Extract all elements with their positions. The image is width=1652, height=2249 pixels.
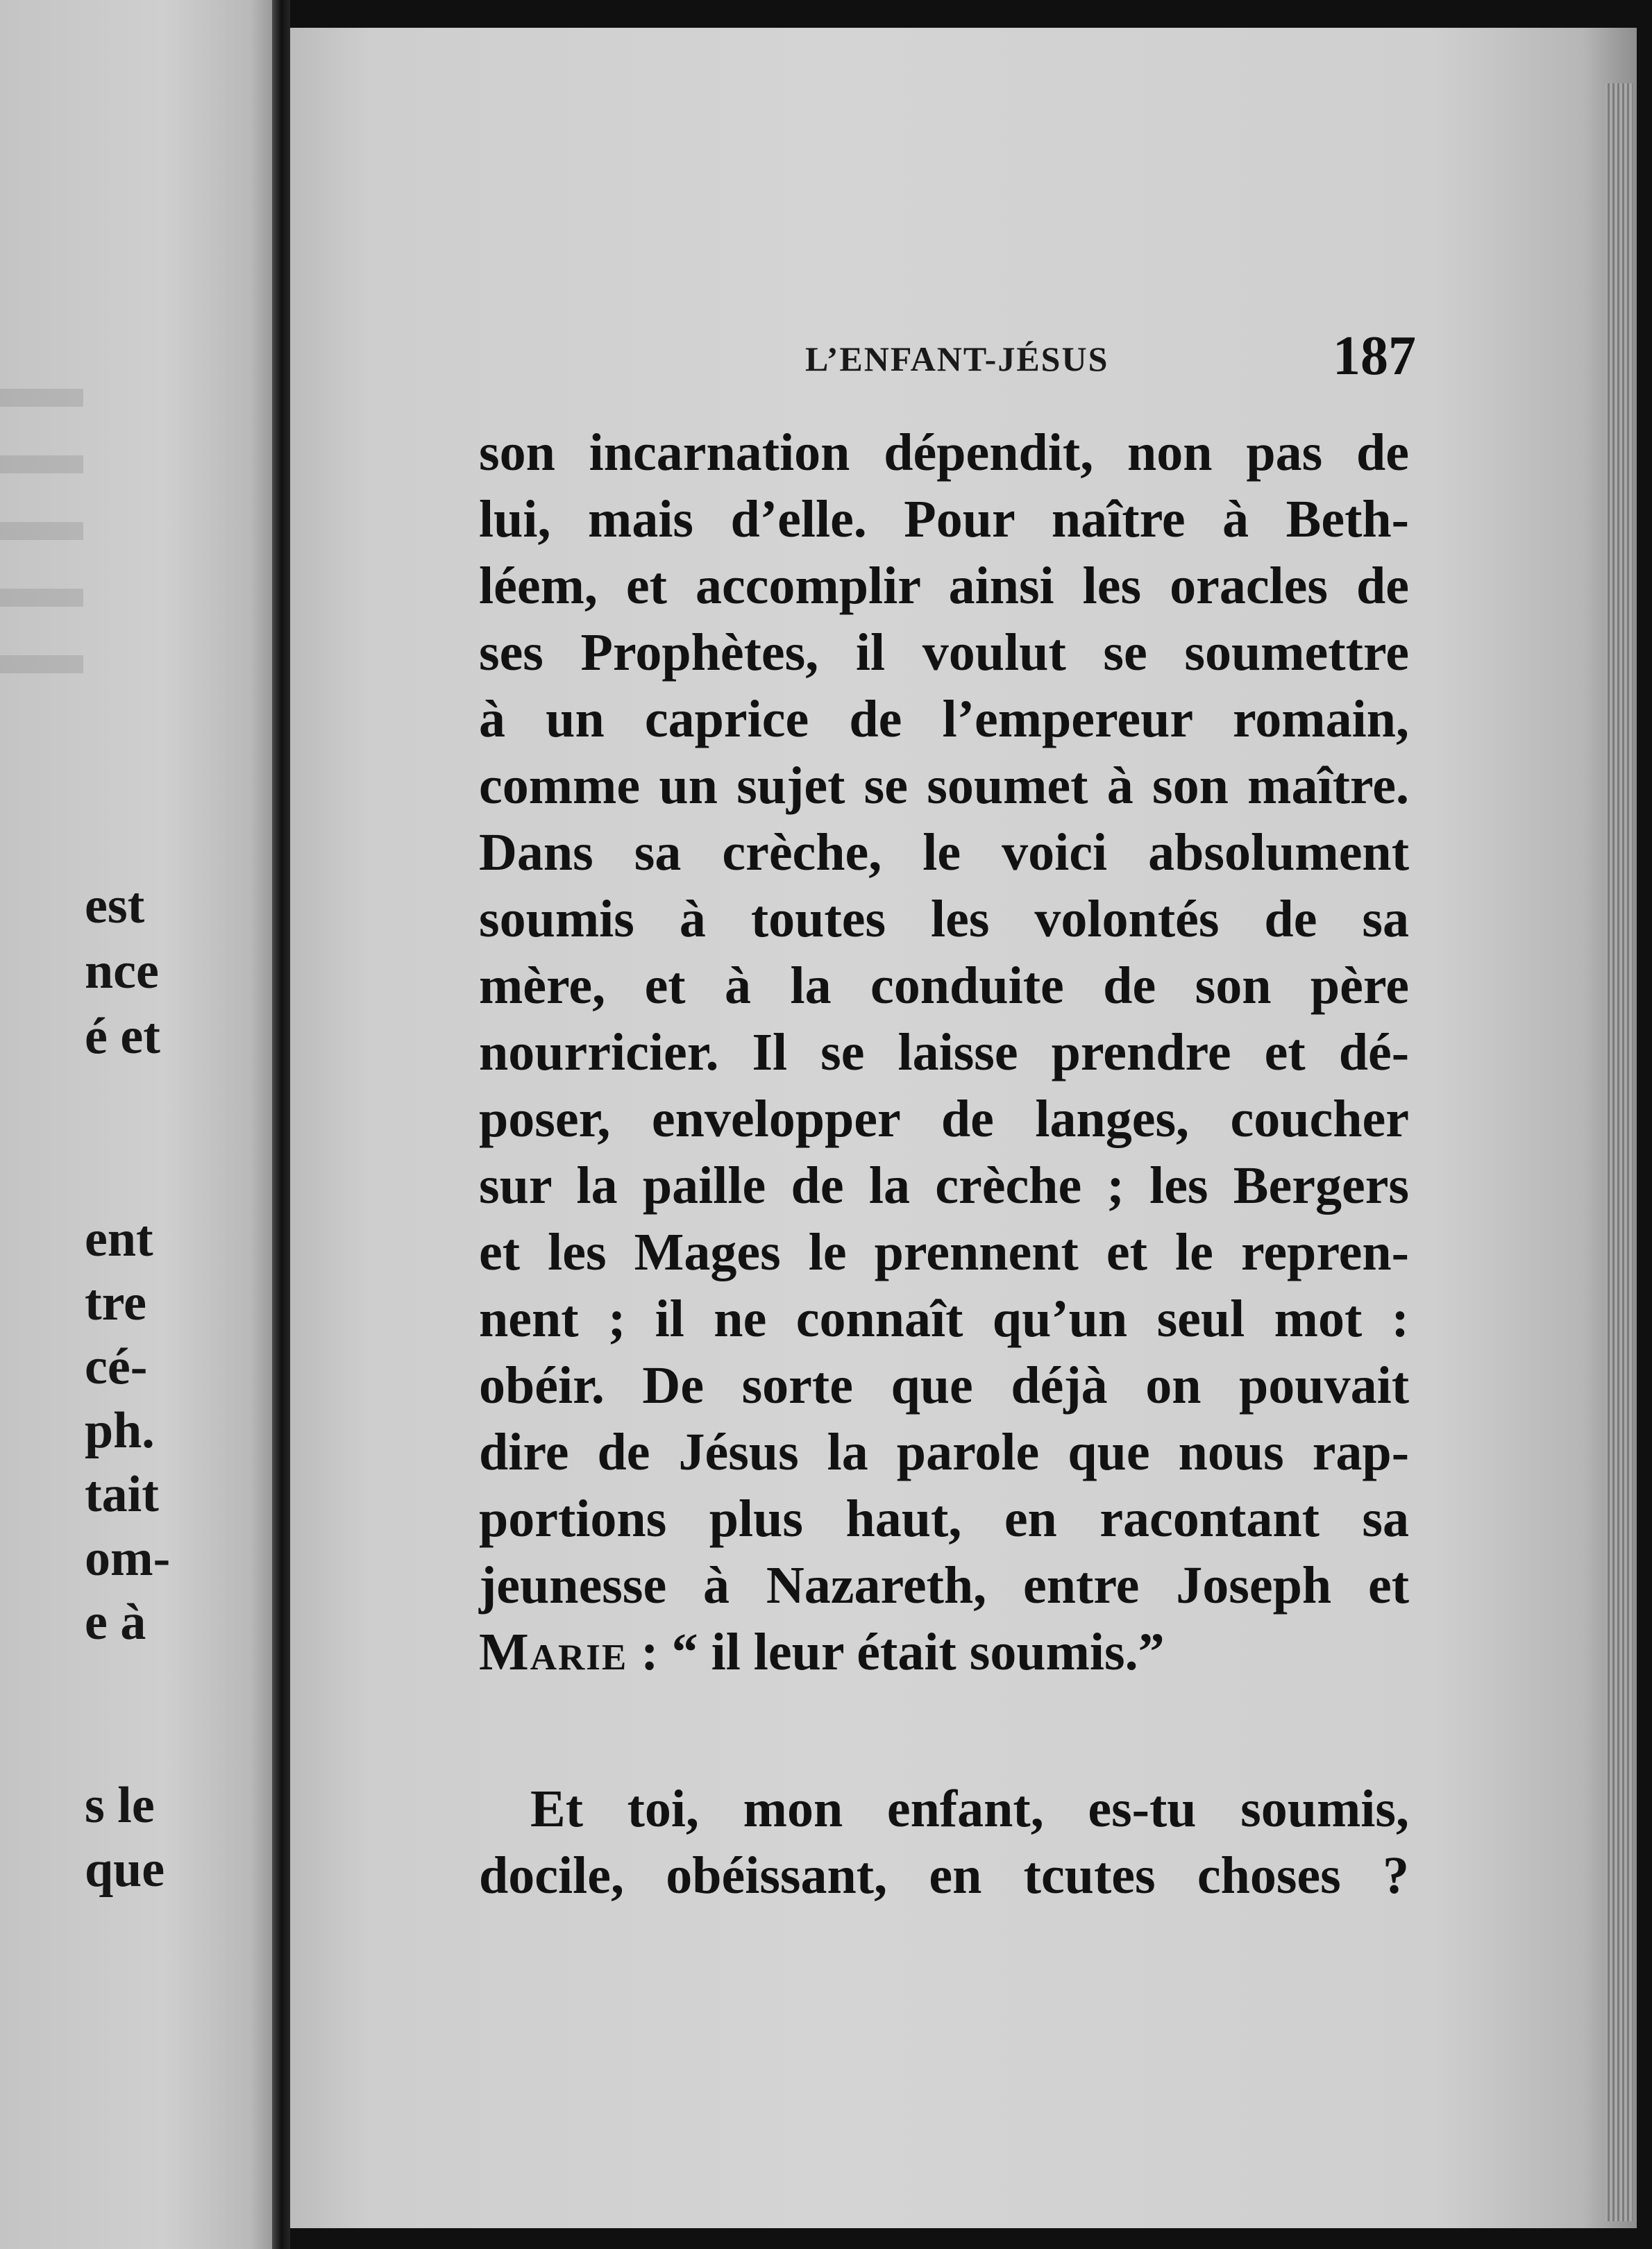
line-fragment: que <box>85 1841 165 1898</box>
text-line: Et toi, mon enfant, es-tu soumis, <box>530 1780 1409 1838</box>
line-fragment: om- <box>85 1530 171 1587</box>
book-gutter <box>272 0 290 2249</box>
text-line: dire de Jésus la parole que nous rap- <box>479 1423 1409 1481</box>
line-fragment: tre <box>85 1274 146 1331</box>
text-line: soumis à toutes les volontés de sa <box>479 890 1409 948</box>
line-fragment: é et <box>85 1008 160 1065</box>
text-line: à un caprice de l’empereur romain, <box>479 690 1409 748</box>
line-fragment: est <box>85 877 145 934</box>
text-line: poser, envelopper de langes, coucher <box>479 1090 1409 1148</box>
line-fragment: ent <box>85 1211 153 1267</box>
text-line: son incarnation dépendit, non pas de <box>479 423 1409 482</box>
previous-page-fragment <box>0 0 272 2249</box>
line-fragment: ph. <box>85 1402 155 1459</box>
quote-text: : “ il leur était soumis.” <box>627 1623 1165 1681</box>
line-fragment: nce <box>85 943 159 1000</box>
line-fragment: e à <box>85 1594 146 1651</box>
text-line: comme un sujet se soumet à son maître. <box>479 757 1409 815</box>
text-line: lui, mais d’elle. Pour naître à Beth- <box>479 490 1409 548</box>
line-fragment: cé- <box>85 1338 148 1395</box>
page-number: 187 <box>1333 326 1416 387</box>
text-line: nent ; il ne connaît qu’un seul mot : <box>479 1290 1409 1348</box>
text-line: portions plus haut, en racontant sa <box>479 1490 1409 1548</box>
text-line: mère, et à la conduite de son père <box>479 957 1409 1015</box>
line-fragment: s le <box>85 1777 155 1834</box>
paragraph-1 <box>479 419 1409 1685</box>
name-marie: Marie <box>479 1623 628 1681</box>
text-line: sur la paille de la crèche ; les Bergers <box>479 1156 1409 1215</box>
text-line: jeunesse à Nazareth, entre Joseph et <box>479 1556 1409 1615</box>
line-fragment: tait <box>85 1466 159 1523</box>
text-line: obéir. De sorte que déjà on pouvait <box>479 1356 1409 1415</box>
paragraph-gap <box>479 1685 1409 1776</box>
text-line: nourricier. Il se laisse prendre et dé- <box>479 1023 1409 1081</box>
text-line: ses Prophètes, il voulut se soumettre <box>479 623 1409 682</box>
running-header <box>764 325 1430 387</box>
text-line: et les Mages le prennent et le repren- <box>479 1223 1409 1281</box>
paragraph-2 <box>479 1776 1409 1909</box>
text-line: docile, obéissant, en tcutes choses ? <box>479 1846 1409 1905</box>
text-line-final <box>479 1619 1409 1685</box>
text-line: Dans sa crèche, le voici absolument <box>479 823 1409 882</box>
running-title: L’ENFANT-JÉSUS <box>805 339 1109 378</box>
page-stack-edge <box>1605 83 1633 2221</box>
page-body <box>479 419 1409 1909</box>
text-line: léem, et accomplir ainsi les oracles de <box>479 557 1409 615</box>
faded-show-through-text <box>0 389 83 708</box>
